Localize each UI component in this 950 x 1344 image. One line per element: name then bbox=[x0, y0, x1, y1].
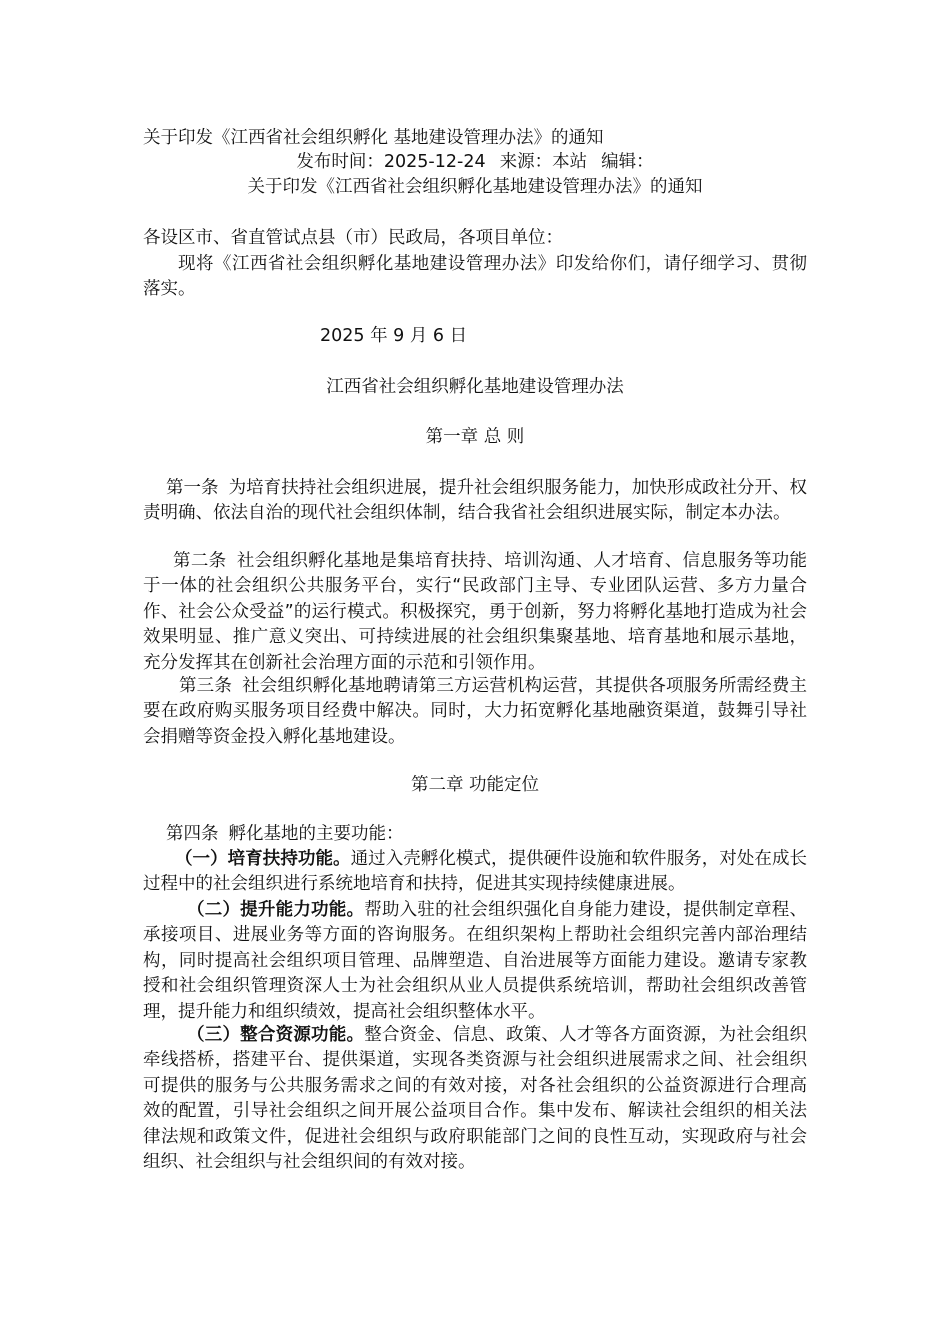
chapter-2-heading: 第二章 功能定位 bbox=[410, 775, 540, 795]
editor-label: 编辑： bbox=[601, 152, 654, 172]
function-1 bbox=[143, 847, 807, 898]
article-1-label: 第一条 bbox=[166, 478, 219, 498]
function-1-text: 通过入壳孵化模式，提供硬件设施和软件服务，对处在成长过程中的社会组织进行系统地培育和扶持，促进其实现持续健康进展。 bbox=[143, 849, 808, 895]
chapter-1-heading: 第一章 总 则 bbox=[425, 427, 525, 447]
source-label: 来源： bbox=[499, 152, 553, 172]
article-3-text: 社会组织孵化基地聘请第三方运营机构运营，其提供各项服务所需经费主要在政府购买服务项目经费中解决。同时，大力拓宽孵化基地融资渠道，鼓舞引导社会捐赠等资金投入孵化基地建设。 bbox=[143, 676, 808, 747]
notice-subtitle: 关于印发《江西省社会组织孵化基地建设管理办法》的通知 bbox=[247, 177, 703, 197]
article-2-text: 社会组织孵化基地是集培育扶持、培训沟通、人才培育、信息服务等功能于一体的社会组织公共服务平台，实行“民政部门主导、专业团队运营、多方力量合作、社会公众受益”的运行模式。积极探究，勇于创新，努力将孵化基地打造成为社会效果明显、推广意义突出、可持续进展的社会组织集聚基地、培育基地和展示基地，充分发挥其在创新社会治理方面的示范和引领作用。 bbox=[143, 551, 808, 673]
article-1 bbox=[143, 476, 807, 527]
letter-body: 现将《江西省社会组织孵化基地建设管理办法》印发给你们，请仔细学习、贯彻落实。 bbox=[143, 254, 807, 300]
article-2 bbox=[143, 549, 807, 676]
article-4 bbox=[143, 822, 807, 847]
function-2 bbox=[143, 898, 807, 1025]
function-3 bbox=[143, 1023, 807, 1175]
publish-time: 2025-12-24 bbox=[383, 152, 486, 172]
article-4-label: 第四条 bbox=[166, 824, 219, 844]
function-3-text: 整合资金、信息、政策、人才等各方面资源，为社会组织牵线搭桥，搭建平台、提供渠道，实现各类资源与社会组织进展需求之间、社会组织可提供的服务与公共服务需求之间的有效对接，对各社会组织的公益资源进行合理高效的配置，引导社会组织之间开展公益项目合作。集中发布、解读社会组织的相关法律法规和政策文件，促进社会组织与政府职能部门之间的良性互动，实现政府与社会组织、社会组织与社会组织间的有效对接。 bbox=[143, 1025, 808, 1173]
publish-meta bbox=[143, 150, 807, 174]
article-4-text: 孵化基地的主要功能： bbox=[228, 824, 404, 844]
source-value: 本站 bbox=[552, 152, 588, 172]
function-1-label: （一）培育扶持功能。 bbox=[175, 849, 351, 869]
salutation: 各设区市、省直管试点县（市）民政局，各项目单位： bbox=[143, 228, 563, 248]
letter-date: 2025 年 9 月 6 日 bbox=[320, 326, 468, 346]
function-2-text: 帮助入驻的社会组织强化自身能力建设，提供制定章程、承接项目、进展业务等方面的咨询服务。在组织架构上帮助社会组织完善内部治理结构，同时提高社会组织项目管理、品牌塑造、自治进展等方面能力建设。邀请专家教授和社会组织管理资深人士为社会组织从业人员提供系统培训，帮助社会组织改善管理，提升能力和组织绩效，提高社会组织整体水平。 bbox=[143, 900, 808, 1022]
article-3-label: 第三条 bbox=[179, 676, 232, 696]
article-2-label: 第二条 bbox=[173, 551, 227, 571]
article-3 bbox=[143, 674, 807, 750]
document-title: 江西省社会组织孵化基地建设管理办法 bbox=[326, 377, 624, 397]
function-2-label: （二）提升能力功能。 bbox=[187, 900, 365, 920]
notice-title: 关于印发《江西省社会组织孵化 基地建设管理办法》的通知 bbox=[143, 128, 604, 148]
publish-time-label: 发布时间： bbox=[296, 152, 384, 172]
article-1-text: 为培育扶持社会组织进展，提升社会组织服务能力，加快形成政社分开、权责明确、依法自治的现代社会组织体制，结合我省社会组织进展实际，制定本办法。 bbox=[143, 478, 808, 524]
function-3-label: （三）整合资源功能。 bbox=[187, 1025, 365, 1045]
